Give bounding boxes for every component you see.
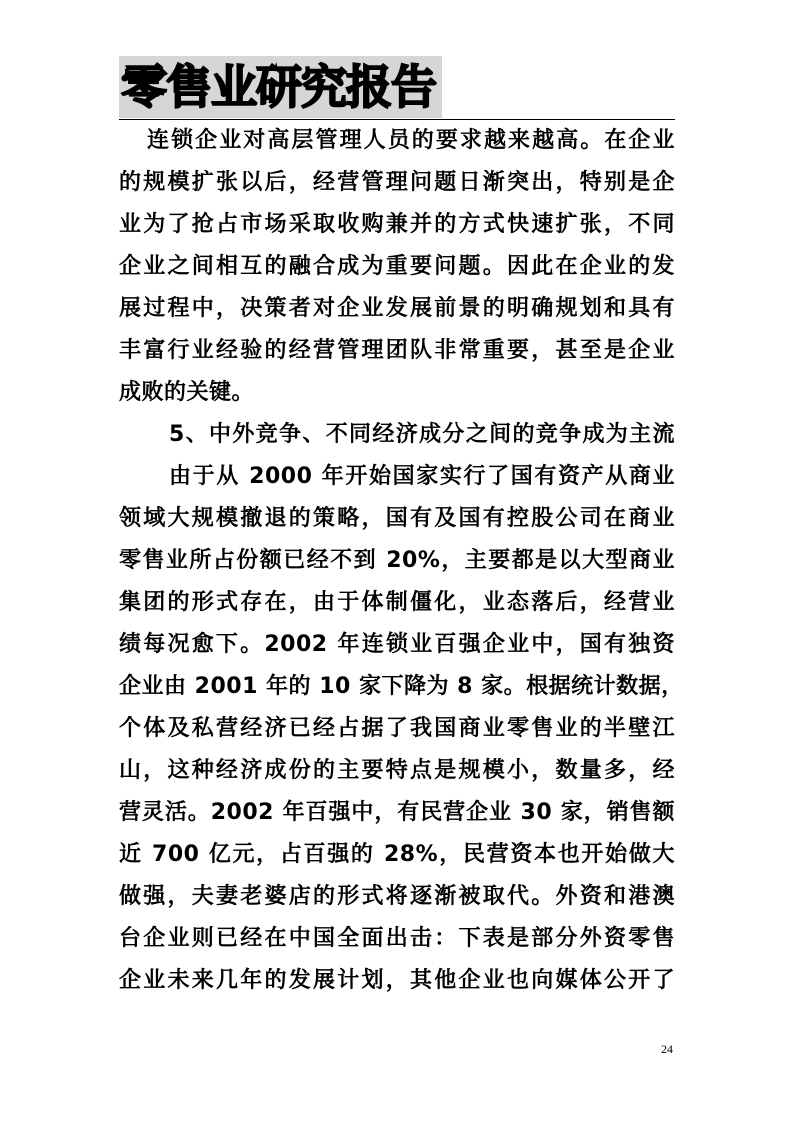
text-line: 丰富行业经验的经营管理团队非常重要，甚至是企业 xyxy=(119,338,675,363)
text-line: 企业之间相互的融合成为重要问题。因此在企业的发 xyxy=(119,254,675,279)
text-line: 由于从 2000 年开始国家实行了国有资产从商业 xyxy=(169,464,675,489)
text-line: 企业未来几年的发展计划，其他企业也向媒体公开了 xyxy=(119,968,675,993)
text-line: 山，这种经济成份的主要特点是规模小，数量多，经 xyxy=(119,758,675,783)
text-line: 成败的关键。 xyxy=(119,380,255,405)
text-line: 领域大规模撤退的策略，国有及国有控股公司在商业 xyxy=(119,506,675,531)
text-line: 绩每况愈下。2002 年连锁业百强企业中，国有独资 xyxy=(119,632,675,657)
body-text xyxy=(119,120,684,1002)
text-line: 个体及私营经济已经占据了我国商业零售业的半壁江 xyxy=(119,716,675,741)
header-title-highlight xyxy=(119,56,442,118)
page-number: 24 xyxy=(661,1042,673,1056)
text-line: 台企业则已经在中国全面出击：下表是部分外资零售 xyxy=(119,926,675,951)
text-line: 展过程中，决策者对企业发展前景的明确规划和具有 xyxy=(119,296,675,321)
text-line: 的规模扩张以后，经营管理问题日渐突出，特别是企 xyxy=(119,170,675,195)
text-line: 连锁企业对高层管理人员的要求越来越高。在企业 xyxy=(147,128,675,153)
text-line: 近 700 亿元，占百强的 28%，民营资本也开始做大 xyxy=(119,842,675,867)
text-line: 做强，夫妻老婆店的形式将逐渐被取代。外资和港澳 xyxy=(119,884,675,909)
section-heading xyxy=(119,414,675,456)
page-title: 零售业研究报告 xyxy=(121,60,436,114)
text-line: 集团的形式存在，由于体制僵化，业态落后，经营业 xyxy=(119,590,675,615)
section-heading-text: 5、中外竞争、不同经济成分之间的竞争成为主流 xyxy=(169,422,675,447)
text-line: 营灵活。2002 年百强中，有民营企业 30 家，销售额 xyxy=(119,800,675,825)
text-line: 零售业所占份额已经不到 20%，主要都是以大型商业 xyxy=(119,548,675,573)
text-line: 企业由 2001 年的 10 家下降为 8 家。根据统计数据， xyxy=(119,674,684,699)
paragraph-1 xyxy=(119,120,675,414)
text-line: 业为了抢占市场采取收购兼并的方式快速扩张，不同 xyxy=(119,212,675,237)
paragraph-2 xyxy=(119,456,684,1002)
